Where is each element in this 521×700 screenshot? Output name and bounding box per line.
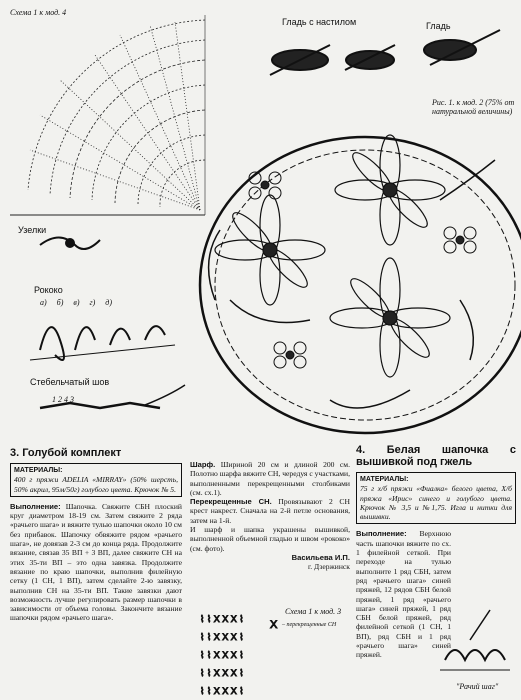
- materials-heading: МАТЕРИАЛЫ:: [14, 467, 63, 474]
- rococo-letter: в): [73, 298, 80, 307]
- scheme-top-caption: Схема 1 к мод. 4: [10, 8, 67, 17]
- materials-box: [10, 463, 182, 497]
- crab-stitch-label: "Рачий шаг": [456, 682, 499, 691]
- svg-text:X: X: [270, 619, 278, 631]
- stem-stitch-label: Стебельчатый шов: [30, 377, 110, 387]
- rococo-illustration: [30, 326, 175, 360]
- section-title: 3. Голубой комплект: [10, 447, 122, 459]
- rococo-letter: г): [89, 298, 96, 307]
- svg-text:⌇ ⌇ X X X ⌇: ⌇ ⌇ X X X ⌇: [200, 614, 244, 624]
- author: Васильева И.П.: [291, 552, 350, 562]
- crossed-heading: Перекрещенные СН.: [190, 497, 272, 507]
- execution-paragraph: [356, 529, 451, 659]
- crochet-fan-scheme: [10, 15, 205, 215]
- knots-illustration: [40, 238, 100, 250]
- materials-text: 75 г х/б пряжи «Фиалка» белого цвета, Х/б пряжа «Ирис» синего и голубого цвета. Крючок № 3,5 и №1,75. Игла и нитки для вышивки.: [360, 484, 512, 522]
- section-white-hat: [356, 444, 516, 660]
- satin-padded-label: Гладь с настилом: [282, 17, 357, 27]
- svg-text:⌇ ⌇ X X X ⌇: ⌇ ⌇ X X X ⌇: [200, 686, 244, 696]
- section-scarf: [190, 460, 350, 572]
- stem-stitch-numbers: 1 2 4 3: [52, 395, 74, 404]
- svg-text:⌇ ⌇ X X X ⌇: ⌇ ⌇ X X X ⌇: [200, 632, 244, 642]
- rococo-letters: [40, 298, 112, 307]
- svg-text:⌇ ⌇ X X X ⌇: ⌇ ⌇ X X X ⌇: [200, 668, 244, 678]
- materials-box: [356, 472, 516, 524]
- execution-heading: Выполнение:: [10, 501, 61, 511]
- rococo-label: Рококо: [34, 285, 63, 295]
- scarf-heading: Шарф.: [190, 460, 216, 469]
- materials-text: 400 г пряжи ADELIA «MIRRAY» (50% шерсть, 50% акрил, 95м/50г) голубого цвета. Крючок № 5.: [14, 475, 178, 494]
- satin-padded-illustration: [270, 45, 395, 75]
- satin-label: Гладь: [426, 21, 451, 31]
- rococo-letter: б): [56, 298, 64, 307]
- scarf-paragraph: [190, 460, 350, 497]
- materials-heading: МАТЕРИАЛЫ:: [360, 476, 409, 483]
- scheme-bottom-caption: Схема 1 к мод. 3: [285, 607, 342, 616]
- embroidery-plate: [200, 135, 521, 433]
- crossed-stitch-scheme: [200, 614, 278, 696]
- rococo-letter: а): [40, 298, 47, 307]
- crossed-paragraph: [190, 497, 350, 525]
- section-blue-set: [10, 447, 182, 623]
- execution-heading: Выполнение:: [356, 529, 407, 539]
- rococo-letter: д): [105, 298, 113, 307]
- execution-text: Верхнюю часть шапочки вяжите по сх. 1 филейной сеткой. При переходе на тулью выполните 1 ряд СБН, затем ряд «рачьего шага» синей пряжей, 12 рядов СБН белой пряжей, 1 ряд «рачьего шага» синей пряжей, 1 ряд СБН белой пряжей, ряд филейной сеткой (1 СН, 1 ВП), ряд СБН и 1 ряд «рачьего шага» синей пряжей.: [356, 529, 451, 660]
- scheme-bottom-legend: – перекрещенные СН: [282, 622, 337, 628]
- decoration-text: И шарф и шапка украшены вышивкой, выполненной объемной гладью и швом «рококо» (см. фото).: [190, 525, 350, 553]
- satin-illustration: [424, 30, 500, 65]
- section-title: 4. Белая шапочка с вышивкой под гжель: [356, 444, 516, 468]
- svg-text:⌇ ⌇ X X X ⌇: ⌇ ⌇ X X X ⌇: [200, 650, 244, 660]
- crossed-text: Провязывают 2 СН крест накрест. Сначала на 2-й петле основания, затем на 1-й.: [190, 497, 350, 525]
- scarf-text: Шириной 20 см и длиной 200 см. Полотно шарфа вяжите СН, чередуя с участками, выполненными перекрещенными столбиками (см. сх.1).: [190, 460, 351, 497]
- execution-paragraph: [10, 502, 182, 623]
- figure-caption: Рис. 1. к мод. 2 (75% от натуральной величины): [432, 98, 515, 116]
- execution-text: Шапочка. Свяжите СБН плоский круг диаметром 18-19 см. Затем свяжите 2 ряда «рачьего шага» и вяжите тулью шапочки около 10 см без прибавок. Шапочку обвяжите рядом «рачьего шага», не довязав 2-3 см до конца ряда. Продолжите вязание, связав 35 ВП + 3 ВП, далее свяжите СН на этих 35-ти ВП – это одна завязка. Продолжите вязание по краю шапочки, выполнив филейную сетку (1 СН, 1 ВП), затем сделайте 2-ю завязку, выполнив СН на 35-ти ВП. Такие завязки дают возможность лучше регулировать размер шапочки в зависимости от объема головы. Закончите вязание шапочки рядом «рачьего шага».: [10, 501, 182, 623]
- knots-label: Узелки: [18, 225, 47, 235]
- city: г. Дзержинск: [307, 562, 350, 572]
